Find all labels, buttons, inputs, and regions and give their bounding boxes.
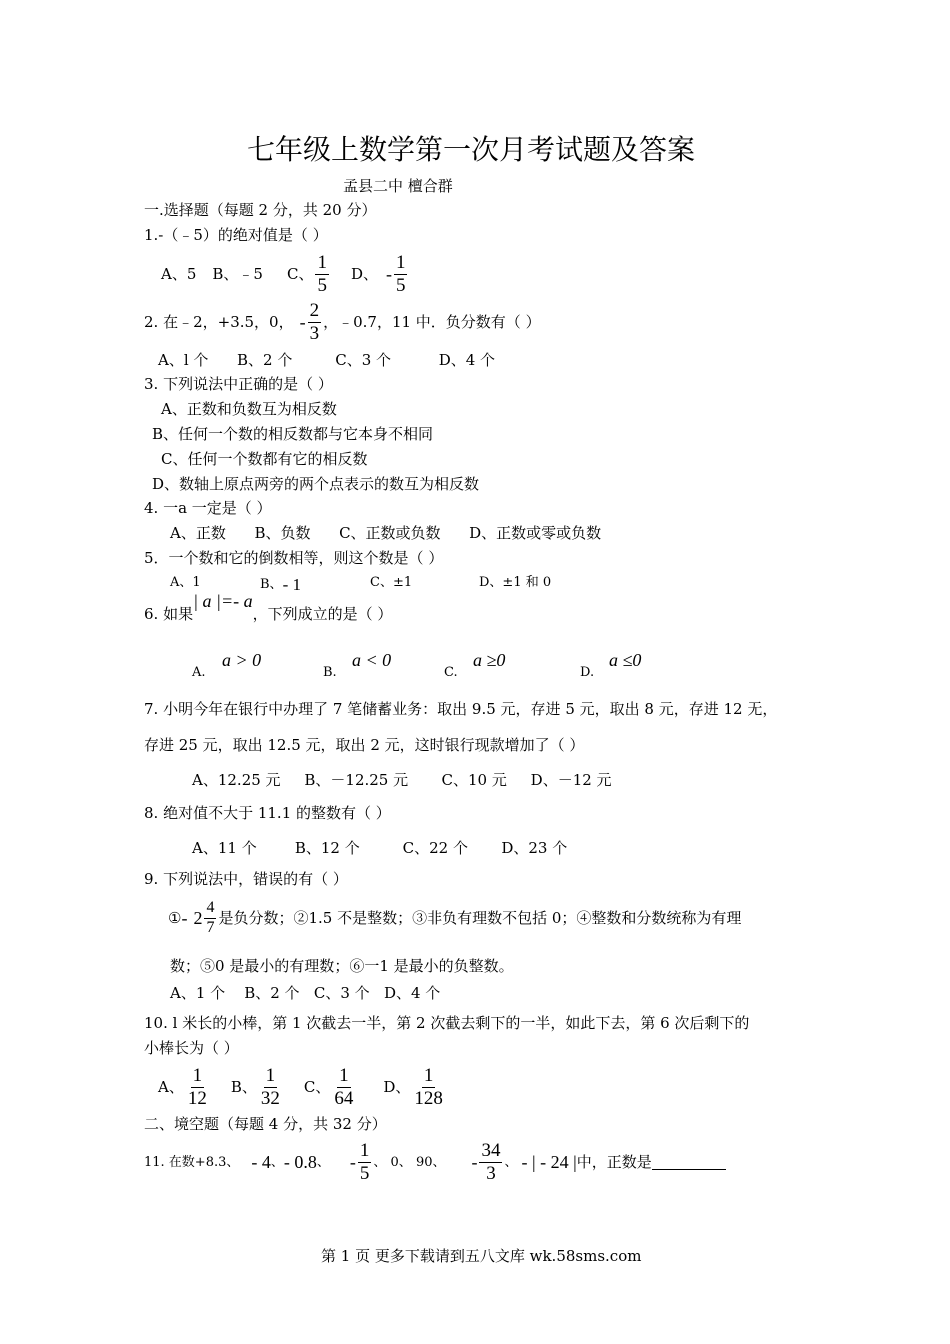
question-10-line-1: 10. l 米长的小棒，第 1 次截去一半，第 2 次截去剩下的一半，如此下去，第 6 次后剩下的 (144, 1014, 750, 1032)
fraction: $\frac{2}{3}$ (309, 300, 320, 344)
fraction: $\frac{4}{7}$ (206, 899, 215, 936)
question-3-option-c: C、任何一个数都有它的相反数 (161, 450, 368, 468)
question-3-option-a: A、正数和负数互为相反数 (161, 400, 337, 418)
question-10-line-2: 小棒长为（ ） (144, 1039, 239, 1057)
question-1-stem: 1.-（﹣5）的绝对值是（ ） (144, 226, 328, 244)
question-5-option-b: B、 - 1 (260, 575, 301, 594)
question-6-expr-c: a ≥0 (473, 650, 506, 670)
fraction: $\frac{1}{64}$ (334, 1065, 354, 1109)
question-9-stem: 9. 下列说法中，错误的有（ ） (144, 870, 348, 888)
question-9-options: A、1 个 B、2 个 C、3 个 D、4 个 (170, 984, 441, 1002)
question-8-options: A、11 个 B、12 个 C、22 个 D、23 个 (192, 839, 568, 857)
question-9-line-1: ① - 2 $\frac{4}{7}$ 是负分数；②1.5 不是整数；③非负有理数不包括 0；④整数和分数统称为有理 (168, 899, 742, 936)
question-4-options: A、正数 B、负数 C、正数或负数 D、正数或零或负数 (170, 524, 602, 542)
question-3-option-d: D、数轴上原点两旁的两个点表示的数互为相反数 (152, 475, 480, 493)
option-a: A、5 (161, 264, 197, 283)
question-5-option-d: D、±1 和 0 (479, 575, 552, 590)
fraction: $\frac{34}{3}$ (481, 1140, 501, 1184)
question-11-stem: 11. 在数+8.3、 - 4 、 - 0.8 、 - $\frac{1}{5}$ 、 0、 90、 - $\frac{34}{3}$ 、 - | - 24 | 中，正数是 (144, 1141, 726, 1184)
question-6-expr-d: a ≤0 (609, 650, 642, 670)
page-title: 七年级上数学第一次月考试题及答案 (247, 133, 696, 166)
question-5-stem: 5．一个数和它的倒数相等，则这个数是（ ） (144, 549, 444, 567)
question-9-line-2: 数；⑤0 是最小的有理数；⑥一1 是最小的负整数。 (170, 957, 514, 975)
section-heading-choice: 一.选择题（每题 2 分，共 20 分） (144, 201, 377, 219)
condition-expression: | a |=- a (193, 591, 253, 611)
question-3-option-b: B、任何一个数的相反数都与它本身不相同 (152, 425, 434, 443)
question-7-line-1: 7. 小明今年在银行中办理了 7 笔储蓄业务：取出 9.5 元，存进 5 元，取出 8 元，存进 12 无， (144, 700, 778, 718)
fraction: $\frac{1}{12}$ (187, 1065, 207, 1109)
question-7-options: A、12.25 元 B、－12.25 元 C、10 元 D、－12 元 (192, 771, 612, 789)
question-6-stem: 6. 如果 | a |=- a ，下列成立的是（ ） (144, 591, 393, 623)
question-6-expr-a: a > 0 (222, 650, 262, 670)
option-c: C、 (286, 264, 314, 283)
fraction: $\frac{1}{128}$ (414, 1065, 443, 1109)
option-b: B、﹣5 (212, 264, 263, 283)
question-1-options (161, 253, 409, 296)
minus-sign: - (385, 264, 392, 285)
question-7-line-2: 存进 25 元，取出 12.5 元，取出 2 元，这时银行现款增加了（ ） (144, 736, 585, 754)
question-6-label-b: B. (323, 665, 337, 680)
question-3-stem: 3. 下列说法中正确的是（ ） (144, 375, 333, 393)
question-2-options: A、l 个 B、2 个 C、3 个 D、4 个 (158, 351, 496, 369)
question-5-option-a: A、1 (170, 575, 201, 590)
fraction: $\frac{1}{32}$ (260, 1065, 280, 1109)
question-2-stem: 2. 在﹣2，+3.5，0， - $\frac{2}{3}$ ，﹣0.7，11 中．负分数有（ ） (144, 300, 541, 344)
author-line: 孟县二中 檀合群 (343, 177, 453, 195)
page-footer: 第 1 页 更多下载请到五八文库 wk.58sms.com (321, 1247, 642, 1265)
option-d: D、 (350, 264, 378, 283)
question-6-label-a: A. (192, 665, 206, 680)
fraction: $\frac{1}{5}$ (395, 252, 406, 296)
question-10-options: A、 $\frac{1}{12}$ B、 $\frac{1}{32}$ C、 $\frac{1}{64}$ D、 $\frac{1}{128}$ (158, 1065, 443, 1109)
question-5-option-c: C、±1 (370, 575, 413, 590)
question-8-stem: 8. 绝对值不大于 11.1 的整数有（ ） (144, 804, 391, 822)
question-4-stem: 4. 一a 一定是（ ） (144, 499, 272, 517)
section-heading-fill-in: 二、境空题（每题 4 分，共 32 分） (144, 1115, 387, 1133)
answer-blank[interactable] (652, 1155, 726, 1170)
question-6-expr-b: a < 0 (352, 650, 392, 670)
fraction: $\frac{1}{5}$ (317, 252, 327, 296)
question-6-label-d: D. (580, 665, 595, 680)
question-6-label-c: C. (444, 665, 458, 680)
fraction: $\frac{1}{5}$ (359, 1140, 370, 1184)
